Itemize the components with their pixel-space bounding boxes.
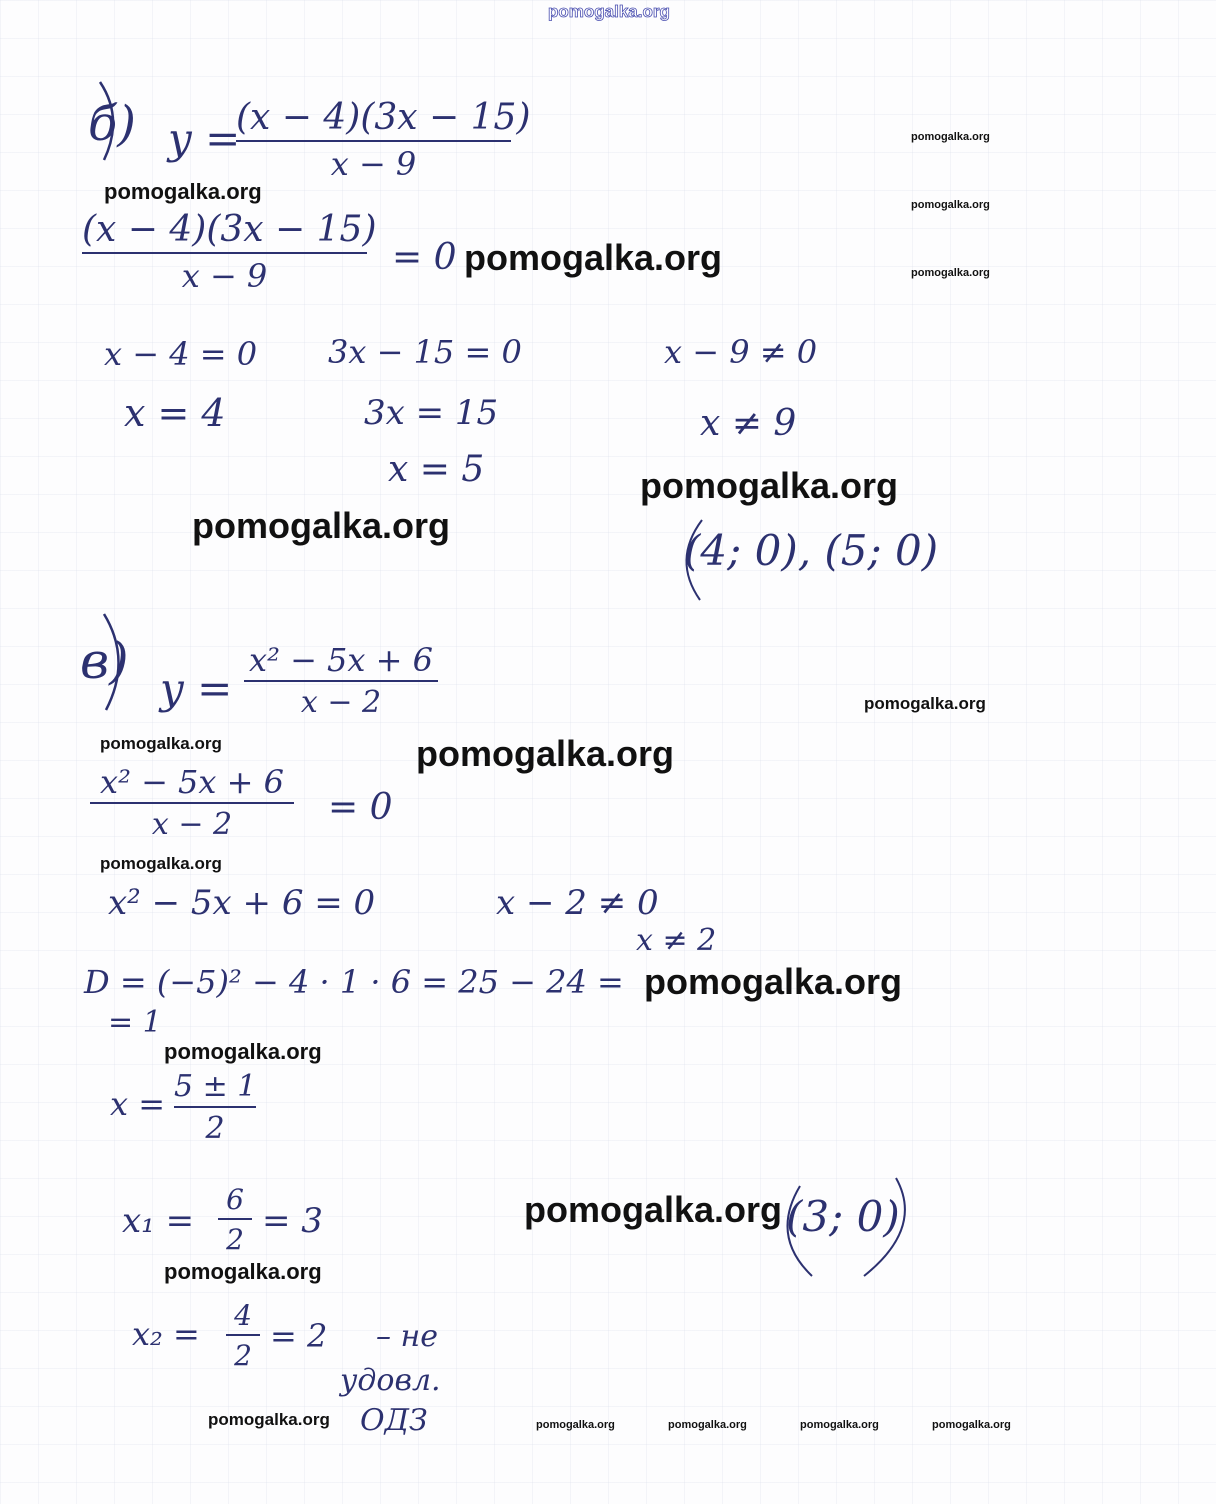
part-v-equation-numerator: x² − 5x + 6 — [100, 763, 284, 801]
watermark-large: pomogalka.org — [644, 961, 903, 1002]
part-v-x1-rhs: = 3 — [262, 1201, 323, 1241]
watermark-medium: pomogalka.org — [164, 1259, 322, 1284]
watermark-medium: pomogalka.org — [208, 1410, 330, 1429]
part-v-x2-note-1: – не — [376, 1319, 439, 1354]
part-v-condition-result: x ≠ 2 — [636, 923, 717, 958]
part-b-line3-b: x = 5 — [388, 449, 485, 490]
watermark-small: pomogalka.org — [911, 267, 990, 279]
part-b-label-stroke — [100, 82, 113, 160]
part-v-x2-rhs: = 2 — [270, 1317, 328, 1355]
part-v-x2-lhs: x₂ = — [132, 1315, 200, 1353]
part-v-x2-denominator: 2 — [234, 1339, 252, 1372]
part-v-function-numerator: x² − 5x + 6 — [249, 641, 433, 679]
watermark-small: pomogalka.org — [536, 1419, 615, 1431]
watermark-top: pomogalka.org — [548, 2, 670, 21]
part-b-line1-c: x − 9 ≠ 0 — [664, 333, 818, 371]
part-b-line2-b: 3x = 15 — [364, 393, 499, 433]
watermark-small: pomogalka.org — [932, 1419, 1011, 1431]
part-v-answer-paren-right — [864, 1178, 905, 1276]
watermark-large: pomogalka.org — [416, 733, 675, 774]
part-v-x2-note-2: удовл. — [340, 1363, 441, 1398]
part-v-equation-denominator: x − 2 — [151, 807, 233, 842]
part-v-root-denominator: 2 — [205, 1111, 225, 1146]
part-v-x1-numerator: 6 — [226, 1183, 244, 1216]
part-b-label: б) — [88, 96, 137, 152]
watermark-small: pomogalka.org — [800, 1419, 879, 1431]
part-b-function-numerator: (x − 4)(3x − 15) — [236, 97, 531, 138]
part-v-answer-paren-left — [788, 1186, 813, 1276]
watermark-small: pomogalka.org — [911, 131, 990, 143]
watermark-medium: pomogalka.org — [100, 854, 222, 873]
part-v-discriminant-value: = 1 — [108, 1005, 162, 1040]
part-b-line1-a: x − 4 = 0 — [104, 335, 258, 373]
watermark-small: pomogalka.org — [668, 1419, 747, 1431]
part-b-y-equals: y = — [168, 114, 241, 163]
part-b-line2-c: x ≠ 9 — [700, 403, 797, 444]
part-v-condition: x − 2 ≠ 0 — [496, 883, 659, 923]
watermark-large: pomogalka.org — [524, 1189, 783, 1230]
watermark-small: pomogalka.org — [911, 199, 990, 211]
part-v-discriminant: D = (−5)² − 4 · 1 · 6 = 25 − 24 = — [84, 963, 624, 1001]
part-b-equation-numerator: (x − 4)(3x − 15) — [82, 209, 377, 250]
watermark-large: pomogalka.org — [464, 237, 723, 278]
part-v-root-lhs: x = — [110, 1085, 166, 1123]
part-v-label-stroke — [104, 614, 119, 710]
part-b-line2-a: x = 4 — [124, 391, 226, 435]
watermark-large: pomogalka.org — [640, 465, 899, 506]
part-b-equation-denominator: x − 9 — [181, 257, 268, 295]
part-v-x2-numerator: 4 — [234, 1299, 252, 1332]
part-b-line1-b: 3x − 15 = 0 — [328, 333, 522, 371]
part-v-y-equals: y = — [160, 664, 233, 713]
part-b-answer-paren-left — [686, 520, 702, 600]
part-v-x2-note-3: ОДЗ — [360, 1403, 428, 1438]
watermark-medium: pomogalka.org — [100, 734, 222, 753]
part-v-x1-denominator: 2 — [226, 1223, 244, 1256]
part-v-label: в) — [80, 632, 129, 690]
part-b-equation-rhs: = 0 — [392, 237, 457, 278]
part-v-answer: (3; 0) — [786, 1192, 900, 1241]
part-v-root-numerator: 5 ± 1 — [174, 1069, 257, 1104]
part-v-x1-lhs: x₁ = — [122, 1201, 195, 1241]
watermark-medium: pomogalka.org — [864, 694, 986, 713]
part-v-quadratic: x² − 5x + 6 = 0 — [108, 883, 376, 923]
part-v-function-denominator: x − 2 — [300, 685, 382, 720]
part-b-answer: (4; 0), (5; 0) — [684, 526, 939, 575]
part-b-function-denominator: x − 9 — [330, 145, 417, 183]
part-v-equation-rhs: = 0 — [328, 787, 393, 828]
watermark-medium: pomogalka.org — [164, 1039, 322, 1064]
watermark-large: pomogalka.org — [192, 505, 451, 546]
watermark-medium: pomogalka.org — [104, 179, 262, 204]
